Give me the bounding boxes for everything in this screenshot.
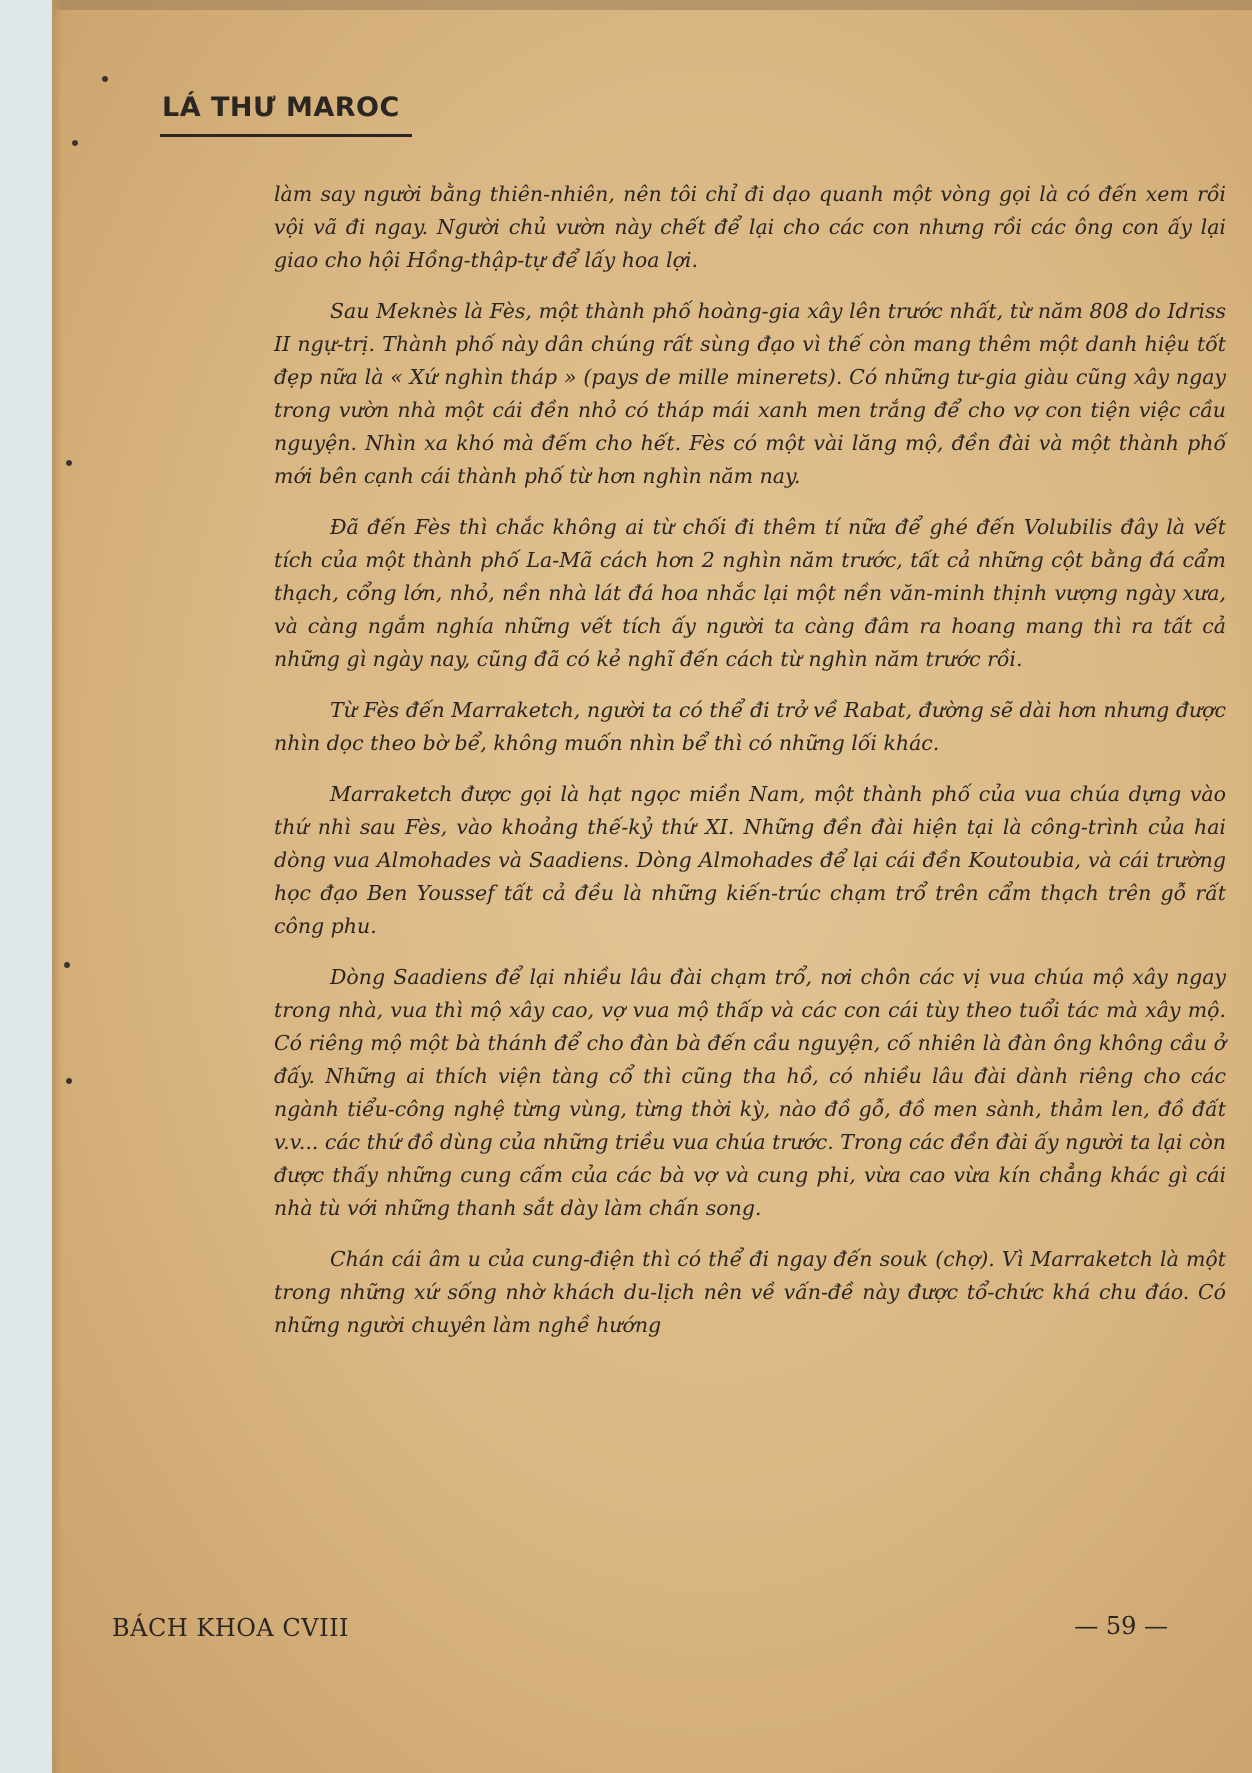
paragraph: Đã đến Fès thì chắc không ai từ chối đi thêm tí nữa để ghé đến Volubilis đây là vết tích của một thành phố La-Mã cách hơn 2 nghìn năm trước, tất cả những cột bằng đá cẩm thạch, cổng lớn, nhỏ, nền nhà lát đá hoa nhắc lại một nền văn-minh thịnh vượng ngày xưa, và càng ngắm nghía những vết tích ấy người ta càng đâm ra hoang mang thì ra tất cả những gì ngày nay, cũng đã có kẻ nghĩ đến cách từ nghìn năm trước rồi. [274, 515, 1226, 671]
page-top-edge [52, 0, 1252, 10]
book-page [52, 0, 1252, 1773]
margin-dot [102, 76, 108, 82]
article-body [274, 178, 1226, 1360]
margin-dot [66, 460, 72, 466]
page-number: — 59 — [1074, 1612, 1168, 1640]
paragraph: Dòng Saadiens để lại nhiều lâu đài chạm trổ, nơi chôn các vị vua chúa mộ xây ngay trong nhà, vua thì mộ xây cao, vợ vua mộ thấp và các con cái tùy theo tuổi tác mà xây mộ. Có riêng mộ một bà thánh để cho đàn bà đến cầu nguyện, cố nhiên là đàn ông không cầu ở đấy. Những ai thích viện tàng cổ thì cũng tha hồ, có nhiều lâu đài dành riêng cho các ngành tiểu-công nghệ từng vùng, từng thời kỳ, nào đồ gỗ, đồ men sành, thảm len, đồ đất v.v... các thứ đồ dùng của những triều vua chúa trước. Trong các đền đài ấy người ta lại còn được thấy những cung cấm của các bà vợ và cung phi, vừa cao vừa kín chẳng khác gì cái nhà tù với những thanh sắt dày làm chấn song. [274, 965, 1226, 1220]
journal-name: BÁCH KHOA CVIII [112, 1614, 350, 1642]
margin-dot [64, 962, 70, 968]
paragraph: Chán cái âm u của cung-điện thì có thể đi ngay đến souk (chợ). Vì Marraketch là một trong những xứ sống nhờ khách du-lịch nên về vấn-đề này được tổ-chức khá chu đáo. Có những người chuyên làm nghề hướng [274, 1247, 1226, 1337]
paragraph: Sau Meknès là Fès, một thành phố hoàng-gia xây lên trước nhất, từ năm 808 do Idriss II ngự-trị. Thành phố này dân chúng rất sùng đạo vì thế còn mang thêm một danh hiệu tốt đẹp nữa là « Xứ nghìn tháp » (pays de mille minerets). Có những tư-gia giàu cũng xây ngay trong vườn nhà một cái đền nhỏ có tháp mái xanh men trắng để cho vợ con tiện việc cầu nguyện. Nhìn xa khó mà đếm cho hết. Fès có một vài lăng mộ, đền đài và một thành phố mới bên cạnh cái thành phố từ hơn nghìn năm nay. [274, 299, 1226, 488]
paragraph: Marraketch được gọi là hạt ngọc miền Nam, một thành phố của vua chúa dựng vào thứ nhì sau Fès, vào khoảng thế-kỷ thứ XI. Những đền đài hiện tại là công-trình của hai dòng vua Almohades và Saadiens. Dòng Almohades để lại cái đền Koutoubia, và cái trường học đạo Ben Youssef tất cả đều là những kiến-trúc chạm trổ trên cẩm thạch trên gỗ rất công phu. [274, 782, 1226, 938]
paragraph: Từ Fès đến Marraketch, người ta có thể đi trở về Rabat, đường sẽ dài hơn nhưng được nhìn dọc theo bờ bể, không muốn nhìn bể thì có những lối khác. [274, 698, 1226, 755]
page-left-edge [52, 0, 62, 1773]
margin-dot [66, 1078, 72, 1084]
paragraph: làm say người bằng thiên-nhiên, nên tôi chỉ đi dạo quanh một vòng gọi là có đến xem rồi vội vã đi ngay. Người chủ vườn này chết để lại cho các con nhưng rồi các ông con ấy lại giao cho hội Hồng-thập-tự để lấy hoa lợi. [274, 182, 1226, 272]
header-rule [160, 134, 412, 137]
margin-dot [72, 140, 78, 146]
running-header: LÁ THƯ MAROC [162, 92, 400, 123]
